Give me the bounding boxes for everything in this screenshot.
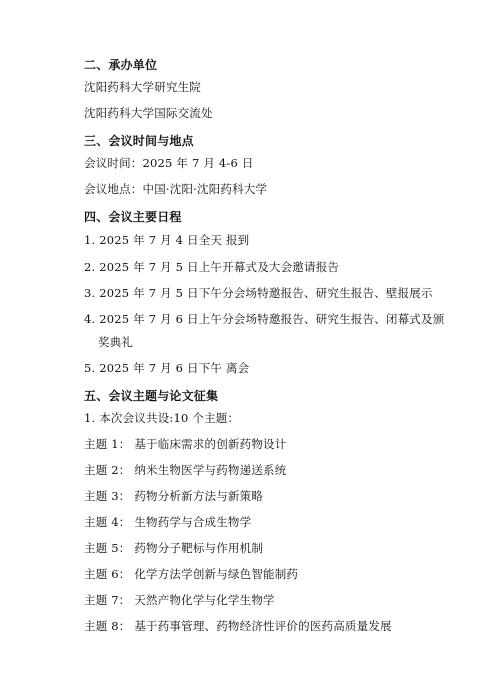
- topic-item: 主题 1： 基于临床需求的创新药物设计: [84, 437, 287, 451]
- topics-intro: 1. 本次会议共设:10 个主题：: [84, 411, 240, 425]
- meeting-time: 会议时间：2025 年 7 月 4-6 日: [84, 156, 254, 170]
- section-3-heading: 三、会议时间与地点: [84, 134, 194, 148]
- organizer-item: 沈阳药科大学研究生院: [84, 80, 201, 94]
- schedule-item: 3. 2025 年 7 月 5 日下午分会场特邀报告、研究生报告、壁报展示: [84, 286, 433, 300]
- topic-item: 主题 7： 天然产物化学与化学生物学: [84, 593, 275, 607]
- section-2-heading: 二、承办单位: [84, 58, 158, 72]
- topic-item: 主题 5： 药物分子靶标与作用机制: [84, 541, 264, 555]
- section-5-heading: 五、会议主题与论文征集: [84, 389, 219, 403]
- topic-item: 主题 4： 生物药学与合成生物学: [84, 515, 252, 529]
- topic-item: 主题 6： 化学方法学创新与绿色智能制药: [84, 567, 299, 581]
- schedule-item-continuation: 奖典礼: [98, 335, 134, 349]
- schedule-item: 2. 2025 年 7 月 5 日上午开幕式及大会邀请报告: [84, 260, 340, 274]
- meeting-place: 会议地点：中国·沈阳·沈阳药科大学: [84, 182, 268, 196]
- schedule-item: 1. 2025 年 7 月 4 日全天 报到: [84, 233, 250, 247]
- topic-item: 主题 2： 纳米生物医学与药物递送系统: [84, 463, 287, 477]
- schedule-item: 4. 2025 年 7 月 6 日上午分会场特邀报告、研究生报告、闭幕式及颁: [84, 312, 445, 326]
- topic-item: 主题 3： 药物分析新方法与新策略: [84, 489, 264, 503]
- topic-item: 主题 8： 基于药事管理、药物经济性评价的医药高质量发展: [84, 619, 392, 633]
- organizer-item: 沈阳药科大学国际交流处: [84, 106, 213, 120]
- schedule-item: 5. 2025 年 7 月 6 日下午 离会: [84, 361, 250, 375]
- section-4-heading: 四、会议主要日程: [84, 210, 182, 224]
